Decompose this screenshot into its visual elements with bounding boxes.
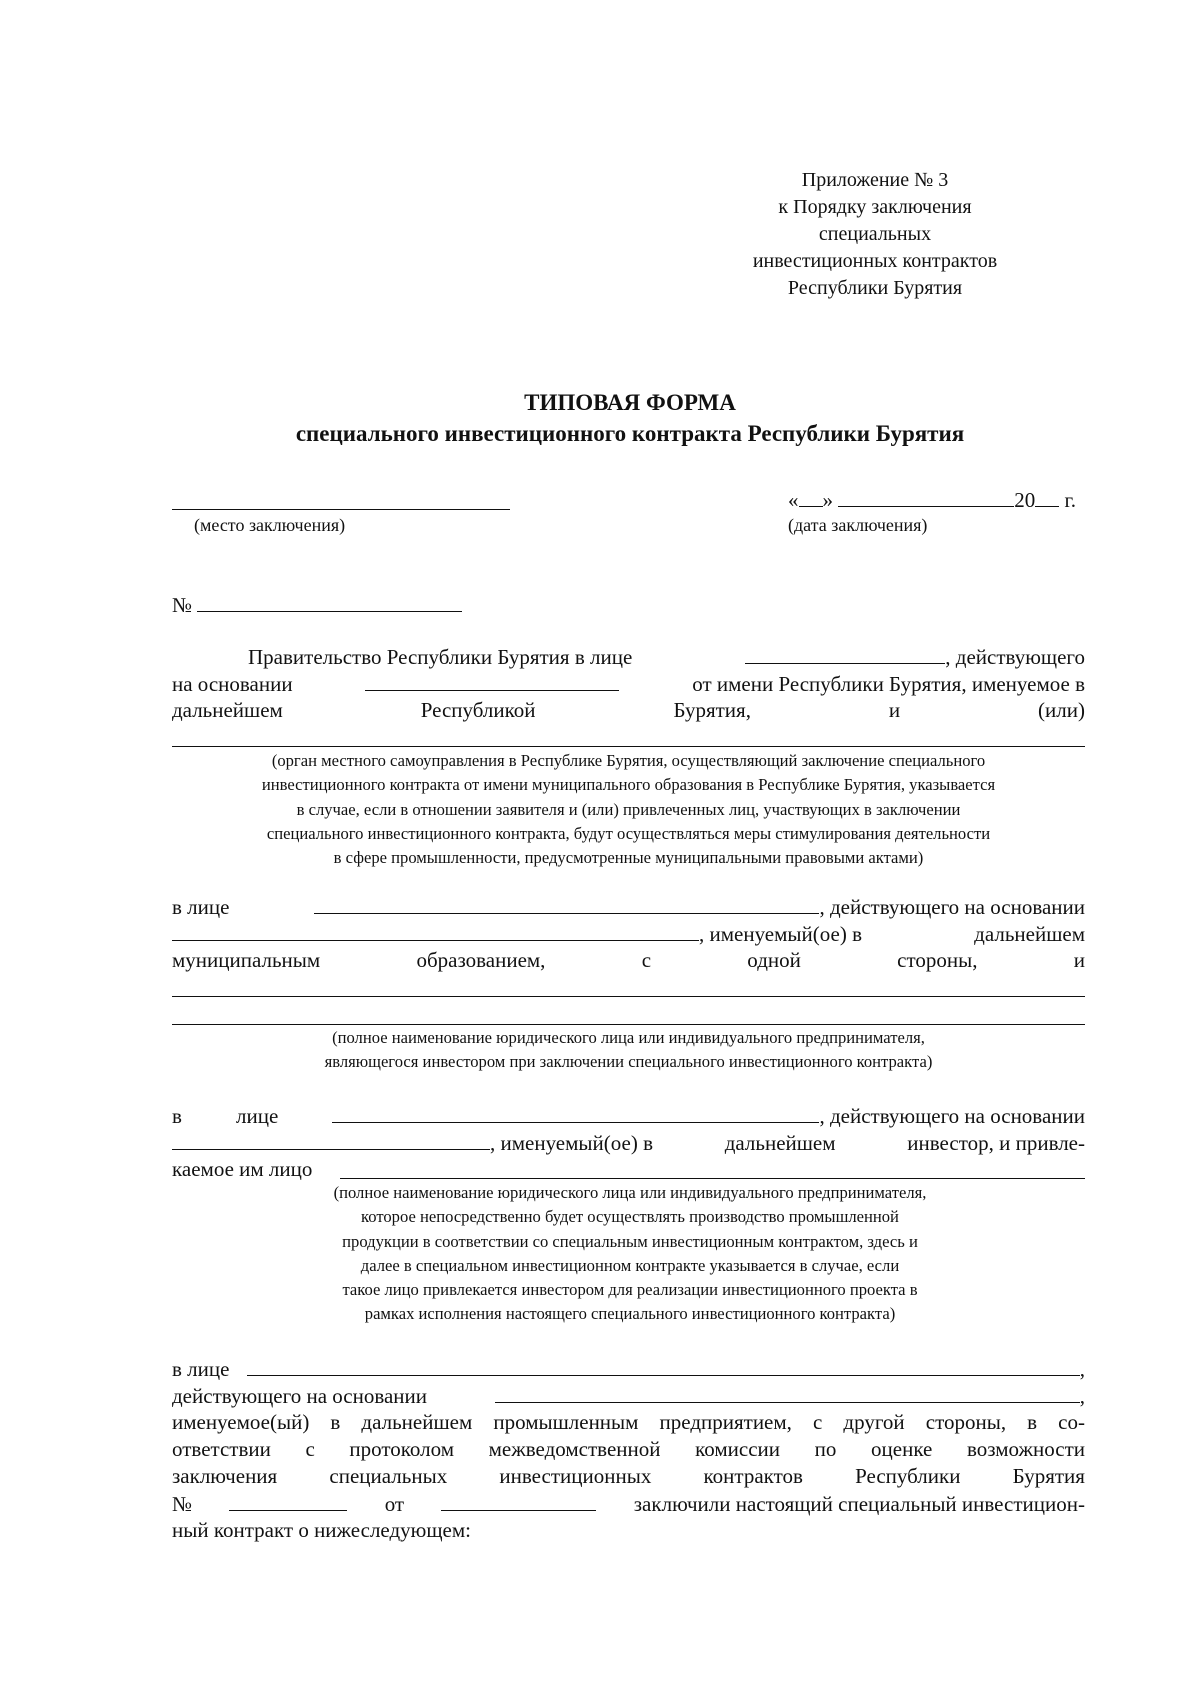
word: контрактов (703, 1464, 803, 1488)
para2-line2 (172, 920, 1085, 948)
word: возможности (966, 1437, 1085, 1461)
note-investor (172, 1026, 1085, 1075)
word: Республики (855, 1464, 961, 1488)
text: дальнейшем (724, 1131, 836, 1155)
enterprise-rep-field[interactable] (247, 1355, 1080, 1376)
gov-basis-field[interactable] (365, 670, 619, 691)
date-year: 20 (1014, 488, 1036, 512)
date-day-field[interactable] (799, 486, 823, 507)
para4-line1 (172, 1355, 1085, 1383)
text: , действующего на основании (819, 895, 1085, 919)
word: межведомственной (488, 1437, 661, 1461)
text: № (172, 1492, 193, 1516)
text: действующего на основании (172, 1384, 428, 1408)
date-month-field[interactable] (838, 486, 1014, 507)
text: лице (236, 1104, 279, 1128)
appendix-block (760, 167, 990, 248)
investor-rep-field[interactable] (332, 1102, 819, 1123)
note-line: инвестиционного контракта от имени муниципального образования в Республике Бурятия, указывается (261, 775, 996, 795)
word: дальнейшем (172, 698, 283, 722)
note-line: продукции в соответствии со специальным инвестиционным контрактом, здесь и (342, 1231, 918, 1251)
appendix-line: Приложение № 3 (801, 169, 949, 191)
document-subtitle: специального инвестиционного контракта Республики Бурятия (295, 421, 965, 446)
note-line: в сфере промышленности, предусмотренные муниципальными правовыми актами) (333, 848, 924, 868)
para4-line3: именуемое(ый) в дальнейшем промышленным предприятием, с другой стороны, в со- (172, 1410, 1085, 1434)
note-line: которое непосредственно будет осуществлять производство промышленной (361, 1207, 899, 1227)
para2-line1 (172, 893, 1085, 921)
date-line (788, 486, 1076, 514)
word: с (305, 1437, 315, 1461)
investor-basis-field[interactable] (172, 1129, 490, 1150)
protocol-date-field[interactable] (441, 1490, 596, 1511)
para4-line5 (172, 1463, 1085, 1490)
text: Правительство Республики Бурятия в лице (248, 645, 633, 669)
word: с (641, 948, 652, 972)
quote-close: » (822, 488, 833, 512)
para3-line1 (172, 1102, 1085, 1130)
municipal-rep-field[interactable] (314, 893, 819, 914)
word: Бурятия, (673, 698, 751, 722)
number-sign: № (172, 593, 193, 617)
word: стороны, (897, 948, 978, 972)
involved-party-field[interactable] (340, 1178, 1085, 1179)
appendix-block-wide (720, 248, 1030, 302)
note-line: далее в специальном инвестиционном контракте указывается в случае, если (360, 1255, 900, 1275)
word: ответствии (172, 1437, 271, 1461)
text: от (384, 1492, 405, 1516)
note-line: в случае, если в отношении заявителя и (или) привлеченных лиц, участвующих в заключении (296, 799, 961, 819)
text: , (1079, 1384, 1085, 1408)
word: одной (747, 948, 801, 972)
text: на основании (172, 672, 293, 696)
para4-line4 (172, 1436, 1085, 1463)
note-line: (орган местного самоуправления в Республике Бурятия, осуществляющий заключение специального (271, 751, 986, 770)
appendix-line: специальных (818, 223, 932, 245)
investor-name-field-1[interactable] (172, 996, 1085, 997)
word: Бурятия (1012, 1464, 1085, 1488)
para4-line2 (172, 1382, 1085, 1410)
para1-line1 (172, 643, 1085, 671)
text: в (172, 1104, 182, 1128)
text: , именуемый(ое) в (490, 1131, 653, 1155)
word: комиссии (695, 1437, 781, 1461)
word: по (814, 1437, 837, 1461)
text: , действующего (945, 645, 1085, 669)
word: и (1073, 948, 1085, 972)
note-line: (полное наименование юридического лица или индивидуального предпринимателя, (333, 1183, 927, 1202)
place-field[interactable] (172, 509, 510, 510)
enterprise-basis-field[interactable] (495, 1382, 1080, 1403)
contract-number (172, 591, 462, 619)
word: и (888, 698, 901, 722)
word: заключения (172, 1464, 278, 1488)
municipal-authority-field[interactable] (172, 746, 1085, 747)
text: лице (187, 1357, 230, 1381)
para1-line3 (172, 697, 1085, 724)
municipal-basis-field[interactable] (172, 920, 699, 941)
note-municipal (172, 749, 1085, 870)
word: образованием, (416, 948, 546, 972)
protocol-number-field[interactable] (229, 1490, 347, 1511)
date-year-suffix: г. (1064, 488, 1076, 512)
number-field[interactable] (197, 591, 462, 612)
para3-line3 (172, 1156, 312, 1183)
note-line: рамках исполнения настоящего специального инвестиционного контракта) (364, 1304, 896, 1324)
word: протоколом (349, 1437, 455, 1461)
place-label: (место заключения) (194, 515, 346, 535)
note-line: такое лицо привлекается инвестором для реализации инвестиционного проекта в (342, 1280, 918, 1300)
text: , именуемый(ое) в (699, 922, 862, 946)
word: Республикой (420, 698, 536, 722)
word: муниципальным (172, 948, 321, 972)
para2-line3 (172, 947, 1085, 974)
text: в (172, 1357, 182, 1381)
document-title: ТИПОВАЯ ФОРМА (524, 390, 736, 415)
note-line: специального инвестиционного контракта, будут осуществляться меры стимулирования деятельности (266, 823, 991, 843)
para3-line2 (172, 1129, 1085, 1157)
text: , действующего на основании (819, 1104, 1085, 1128)
note-line: (полное наименование юридического лица или индивидуального предпринимателя, (332, 1028, 925, 1047)
note-line: являющегося инвестором при заключении специального инвестиционного контракта) (324, 1052, 933, 1072)
appendix-line: Республики Бурятия (787, 277, 963, 299)
word: инвестиционных (499, 1464, 652, 1488)
appendix-line: к Порядку заключения (778, 196, 972, 218)
word: (или) (1038, 698, 1085, 722)
date-year-field[interactable] (1035, 486, 1059, 507)
appendix-line: инвестиционных контрактов (752, 250, 998, 272)
text: дальнейшем (974, 922, 1085, 946)
text: от имени Республики Бурятия, именуемое в (692, 672, 1085, 696)
gov-rep-field[interactable] (745, 643, 945, 664)
text: инвестор, и привле- (907, 1131, 1085, 1155)
quote-open: « (788, 488, 799, 512)
text: заключили настоящий специальный инвестицион- (633, 1492, 1085, 1516)
date-label: (дата заключения) (788, 515, 928, 535)
note-involved-party (210, 1181, 1050, 1327)
para4-line7: ный контракт о нижеследующем: (172, 1518, 471, 1542)
text: каемое им лицо (172, 1157, 313, 1181)
para1-line2 (172, 670, 1085, 698)
word: специальных (329, 1464, 448, 1488)
text: в лице (172, 895, 230, 919)
para4-line6 (172, 1490, 1085, 1518)
text: , (1079, 1357, 1085, 1381)
investor-name-field-2[interactable] (172, 1024, 1085, 1025)
word: оценке (871, 1437, 933, 1461)
